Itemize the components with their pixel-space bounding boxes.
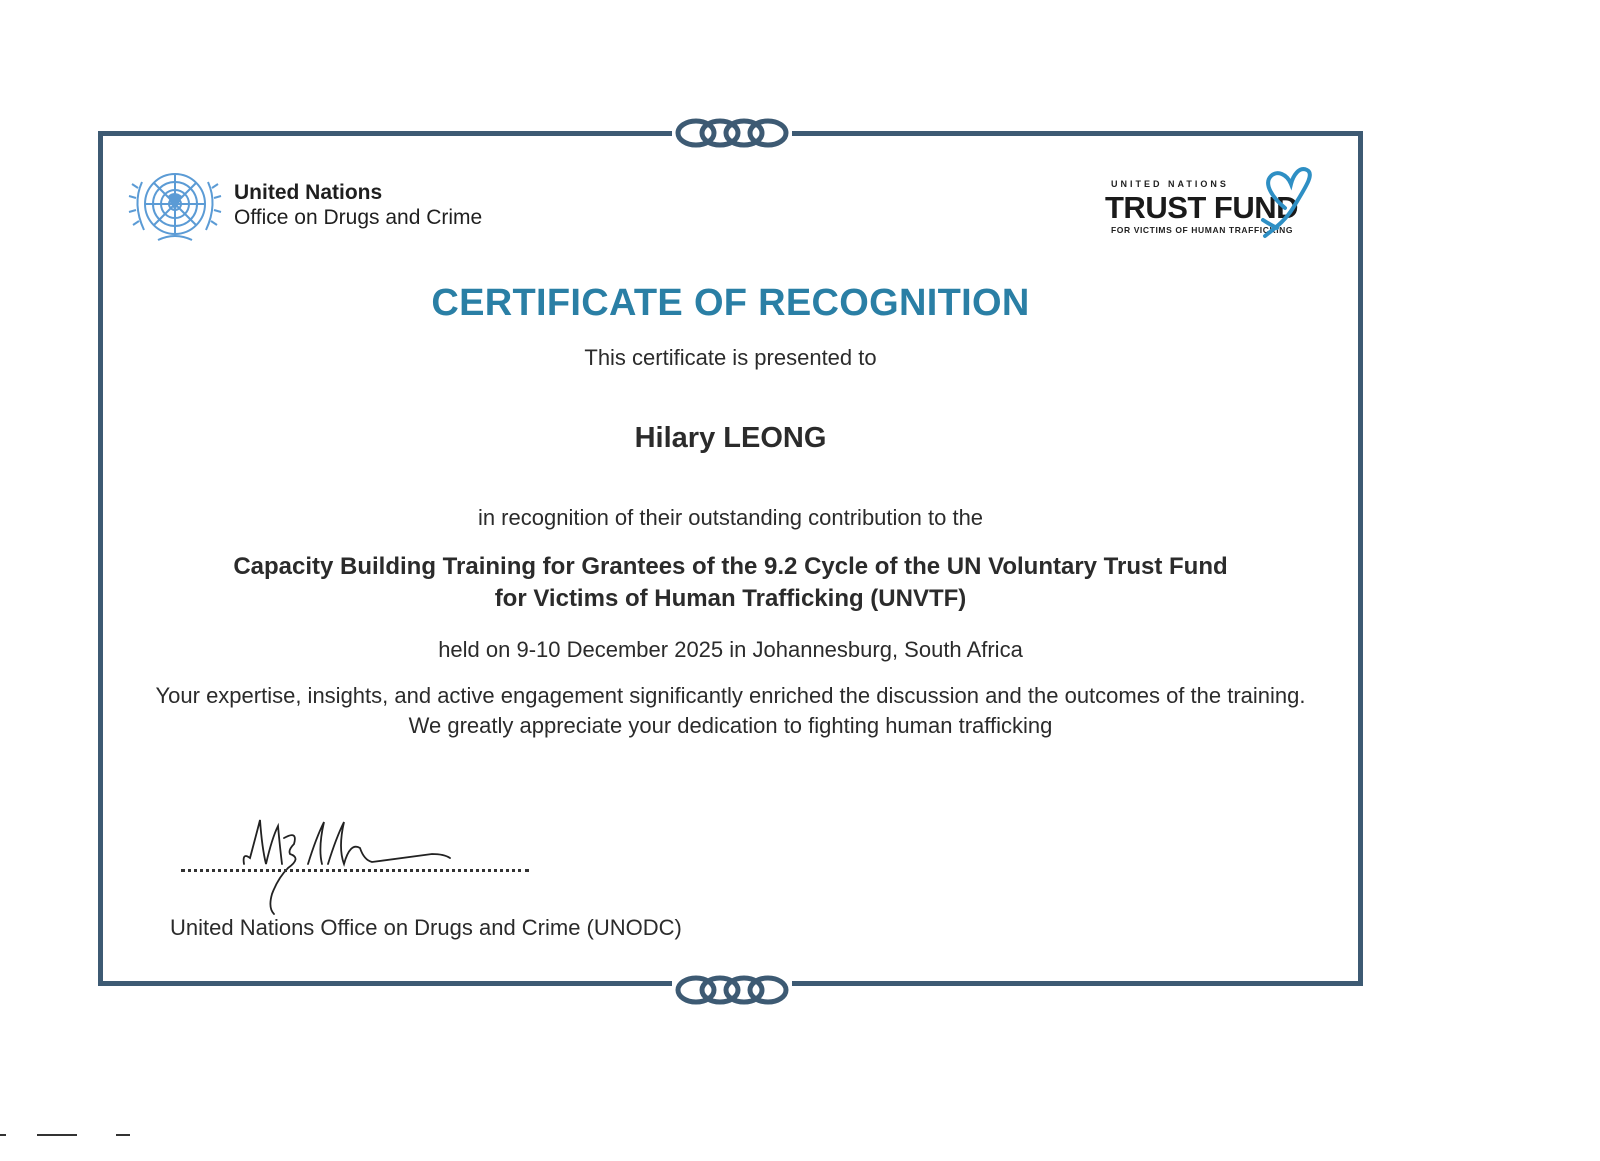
recognition-text: in recognition of their outstanding contribution to the xyxy=(477,505,984,530)
scan-artifact xyxy=(0,1128,140,1140)
certificate-title: CERTIFICATE OF RECOGNITION xyxy=(431,282,1030,324)
heart-icon xyxy=(1255,166,1325,246)
un-name-line1: United Nations xyxy=(234,181,383,204)
signatory-label: United Nations Office on Drugs and Crime (UNODC) xyxy=(170,915,682,940)
trust-fund-top-text: UNITED NATIONS xyxy=(1111,179,1229,189)
trust-fund-main-text: TRUST FUND xyxy=(1105,190,1299,225)
presented-to-text: This certificate is presented to xyxy=(584,345,877,370)
trust-fund-logo xyxy=(1105,174,1345,244)
unodc-name xyxy=(234,180,482,230)
training-title xyxy=(98,551,1363,615)
un-name-line2: Office on Drugs and Crime xyxy=(234,206,483,229)
message-line2: We greatly appreciate your dedication to fighting human trafficking xyxy=(408,713,1053,738)
appreciation-message xyxy=(98,681,1363,741)
handwritten-signature xyxy=(232,808,462,918)
bottom-ornament-icon xyxy=(672,970,792,1010)
trust-fund-sub-text: FOR VICTIMS OF HUMAN TRAFFICKING xyxy=(1111,225,1294,235)
recipient-name: Hilary LEONG xyxy=(634,422,827,454)
message-line1: Your expertise, insights, and active engagement significantly enriched the discussion and the outcomes of the training. xyxy=(155,683,1306,708)
un-emblem-icon xyxy=(128,166,222,246)
top-ornament-icon xyxy=(672,113,792,153)
signature-line xyxy=(181,869,529,872)
event-details: held on 9-10 December 2025 in Johannesburg, South Africa xyxy=(438,637,1023,662)
training-title-text: Capacity Building Training for Grantees of the 9.2 Cycle of the UN Voluntary Trust Fund for Victims of Human Trafficking (UNVTF) xyxy=(233,553,1228,612)
